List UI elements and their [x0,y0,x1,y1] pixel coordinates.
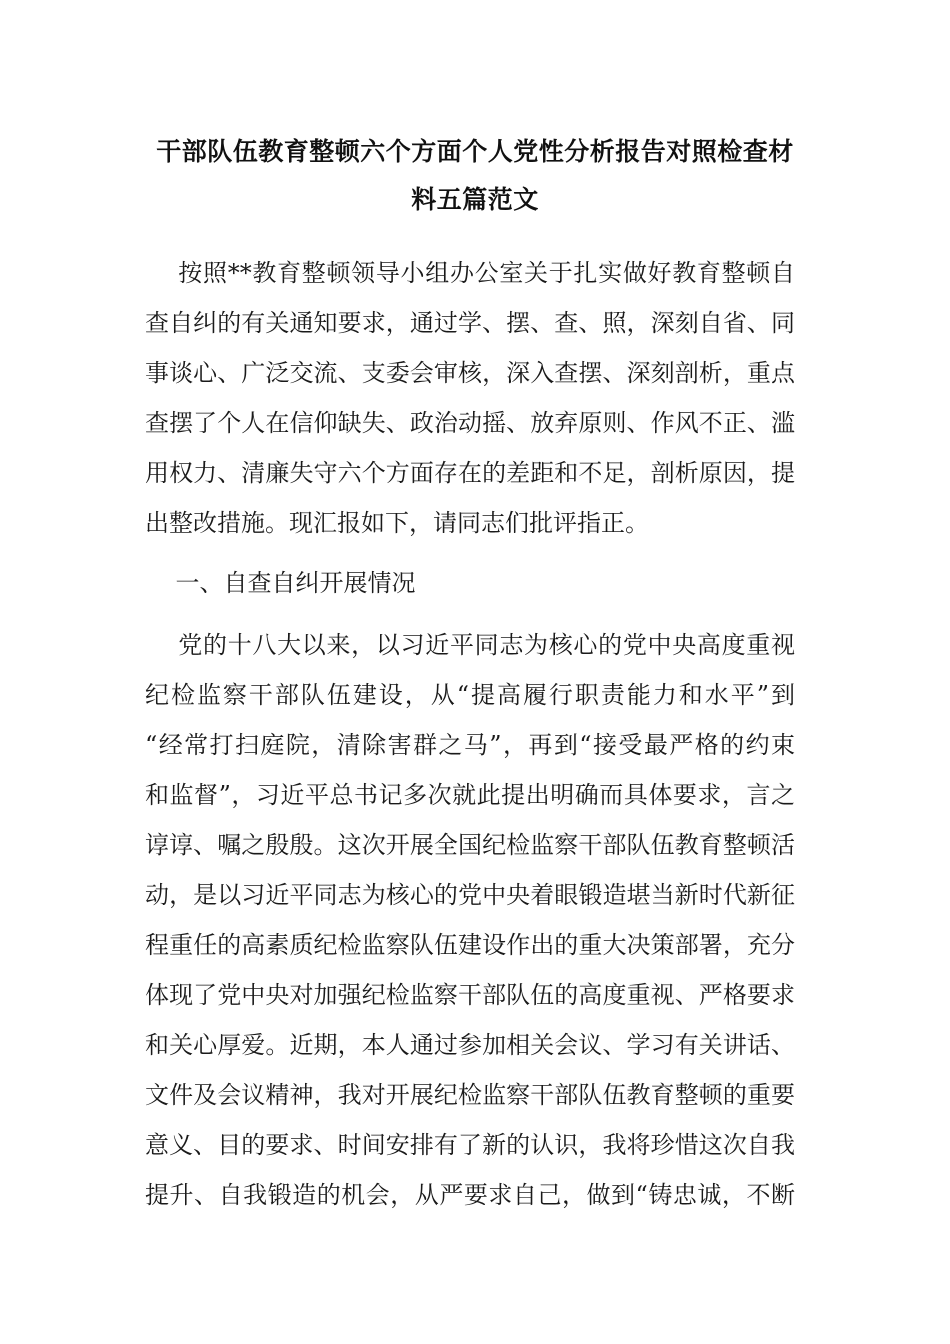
document-title-line-1: 干部队伍教育整顿六个方面个人党性分析报告对照检查材 [156,137,794,166]
text-line: 用权力、清廉失守六个方面存在的差距和不足，剖析原因，提 [145,459,795,487]
document-title-line-2: 料五篇范文 [411,185,539,214]
text-line: 查摆了个人在信仰缺失、政治动摇、放弃原则、作风不正、滥 [145,409,795,437]
text-line: 事谈心、广泛交流、支委会审核，深入查摆、深刻剖析，重点 [145,359,795,387]
text-line: 意义、目的要求、时间安排有了新的认识，我将珍惜这次自我 [145,1131,795,1159]
text-line: 党的十八大以来，以习近平同志为核心的党中央高度重视 [145,631,795,659]
text-line: 出整改措施。现汇报如下，请同志们批评指正。 [145,509,649,537]
text-line: 和监督”，习近平总书记多次就此提出明确而具体要求，言之 [145,781,795,809]
text-line: 按照**教育整顿领导小组办公室关于扎实做好教育整顿自 [145,259,795,287]
text-line: 动，是以习近平同志为核心的党中央着眼锻造堪当新时代新征 [145,881,795,909]
section-heading-text: 一、自查自纠开展情况 [145,569,416,597]
text-line: 提升、自我锻造的机会，从严要求自己，做到“铸忠诚，不断 [145,1181,795,1209]
text-line: 和关心厚爱。近期，本人通过参加相关会议、学习有关讲话、 [145,1031,795,1059]
text-line: 谆谆、嘱之殷殷。这次开展全国纪检监察干部队伍教育整顿活 [145,831,795,859]
text-line: 文件及会议精神，我对开展纪检监察干部队伍教育整顿的重要 [145,1081,795,1109]
text-line: 查自纠的有关通知要求，通过学、摆、查、照，深刻自省、同 [145,309,795,337]
text-line: 程重任的高素质纪检监察队伍建设作出的重大决策部署，充分 [145,931,795,959]
text-line: “经常打扫庭院，清除害群之马”，再到“接受最严格的约束 [145,731,795,759]
text-line: 体现了党中央对加强纪检监察干部队伍的高度重视、严格要求 [145,981,795,1009]
text-line: 纪检监察干部队伍建设，从“提高履行职责能力和水平”到 [145,681,795,709]
